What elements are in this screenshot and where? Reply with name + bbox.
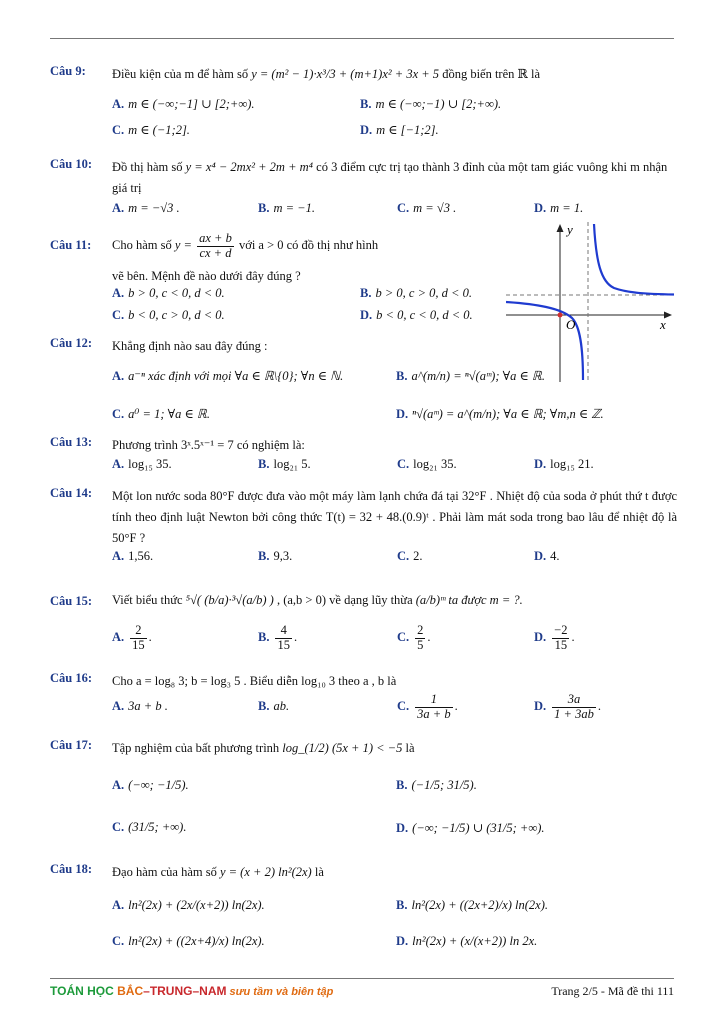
- option-d[interactable]: D. m = 1.: [534, 201, 584, 215]
- question-text: Cho a = log₈ 3; b = log₃ 5 . Biểu diễn log₁₀ 3 theo a , b là: [112, 674, 397, 688]
- hyperbola-right-branch: [594, 224, 674, 295]
- footer-brand: TOÁN HỌC BẮC–TRUNG–NAM sưu tầm và biên tập: [50, 984, 334, 998]
- option-d[interactable]: D. $\frac{-2}{15}$ .: [534, 623, 575, 652]
- option-a[interactable]: A. 3a + b .: [112, 699, 168, 713]
- option-c[interactable]: C. m ∈ (−1;2].: [112, 123, 190, 137]
- option-a[interactable]: A. $\frac{2}{15}$ .: [112, 623, 152, 652]
- option-b[interactable]: B. m ∈ (−∞;−1) ∪ [2;+∞).: [360, 97, 502, 111]
- origin-label: O: [566, 317, 576, 332]
- option-d[interactable]: D. b < 0, c < 0, d < 0.: [360, 308, 473, 322]
- question-text: Đạo hàm của hàm số y = (x + 2) ln²(2x) là: [112, 865, 324, 879]
- x-axis-label: x: [660, 317, 666, 332]
- option-a[interactable]: A. log₁₅ 35.: [112, 457, 172, 471]
- option-d[interactable]: D. $\frac{3a}{1 + 3ab}$ .: [534, 692, 601, 721]
- formula: y = (x + 2) ln²(2x): [219, 865, 312, 879]
- option-a[interactable]: A. b > 0, c < 0, d < 0.: [112, 286, 225, 300]
- option-c[interactable]: C. b < 0, c > 0, d < 0.: [112, 308, 225, 322]
- question-number: Câu 17:: [50, 738, 93, 752]
- question-number: Câu 18:: [50, 862, 93, 876]
- option-c[interactable]: C. 2.: [397, 549, 423, 563]
- option-d[interactable]: D. (−∞; −1/5) ∪ (31/5; +∞).: [396, 821, 545, 835]
- option-b[interactable]: B. $\frac{4}{15}$ .: [258, 623, 298, 652]
- option-c[interactable]: C. log₂₁ 35.: [397, 457, 457, 471]
- question-number: Câu 9:: [50, 64, 86, 78]
- option-d[interactable]: D. 4.: [534, 549, 560, 563]
- option-c[interactable]: C. m = √3 .: [397, 201, 457, 215]
- question-number: Câu 15:: [50, 594, 93, 608]
- y-axis-arrow: [557, 224, 564, 232]
- question-text: Viết biểu thức ⁵√( (b/a)·³√(a/b) ) , (a,b > 0) về dạng lũy thừa (a/b)ᵐ ta được m = ?.: [112, 593, 523, 607]
- question-number: Câu 12:: [50, 336, 93, 350]
- question-text: Cho hàm số y = $\frac{ax + b}{cx + d}$ với a > 0 có đồ thị như hình: [112, 231, 379, 260]
- option-b[interactable]: B. b > 0, c > 0, d < 0.: [360, 286, 472, 300]
- question-text: Một lon nước soda 80°F được đưa vào một máy làm lạnh chứa đá tại 32°F . Nhiệt độ của soda ở phút thứ t được tính theo định luật Newton bởi công thức T(t) = 32 + 48.(0.9)ᵗ . Phải làm mát soda trong bao lâu để nhiệt độ là 50°F ?: [112, 489, 677, 545]
- option-b[interactable]: B. 9,3.: [258, 549, 293, 563]
- question-text: Tập nghiệm của bất phương trình log_(1/2) (5x + 1) < −5 là: [112, 741, 415, 755]
- question-text: Điều kiện của m để hàm số y = (m² − 1)·x³/3 + (m+1)x² + 3x + 5 đồng biến trên ℝ là: [112, 67, 541, 81]
- radical-expression: ⁵√( (b/a)·³√(a/b) ): [185, 593, 274, 607]
- question-text: Đồ thị hàm số y = x⁴ − 2mx² + 2m + m⁴ có 3 điểm cực trị tạo thành 3 đỉnh của một tam giác vuông khi m nhận giá trị: [112, 160, 668, 195]
- option-d[interactable]: D. m ∈ [−1;2].: [360, 123, 439, 137]
- option-b[interactable]: B. ln²(2x) + ((2x+2)/x) ln(2x).: [396, 898, 548, 912]
- hyperbola-graph: [506, 222, 676, 382]
- option-a[interactable]: A. a⁻ⁿ xác định với mọi ∀a ∈ ℝ\{0}; ∀n ∈ ℕ.: [112, 369, 344, 383]
- option-c[interactable]: C. $\frac{1}{3a + b}$ .: [397, 692, 458, 721]
- option-d[interactable]: D. log₁₅ 21.: [534, 457, 594, 471]
- option-a[interactable]: A. m ∈ (−∞;−1] ∪ [2;+∞).: [112, 97, 255, 111]
- option-d[interactable]: D. ⁿ√(aᵐ) = a^(m/n); ∀a ∈ ℝ; ∀m,n ∈ ℤ.: [396, 407, 604, 421]
- formula: y = x⁴ − 2mx² + 2m + m⁴: [185, 160, 314, 174]
- question-number: Câu 13:: [50, 435, 93, 449]
- question-number: Câu 11:: [50, 238, 92, 252]
- option-b[interactable]: B. m = −1.: [258, 201, 315, 215]
- option-b[interactable]: B. ab.: [258, 699, 290, 713]
- footer-page-number: Trang 2/5 - Mã đề thi 111: [551, 984, 674, 998]
- option-a[interactable]: A. (−∞; −1/5).: [112, 778, 189, 792]
- origin-point: [558, 313, 563, 318]
- option-b[interactable]: B. a^(m/n) = ⁿ√(aᵐ); ∀a ∈ ℝ.: [396, 369, 545, 383]
- top-rule: [50, 38, 674, 39]
- option-a[interactable]: A. ln²(2x) + (2x/(x+2)) ln(2x).: [112, 898, 265, 912]
- formula: log_(1/2) (5x + 1) < −5: [282, 741, 403, 755]
- option-a[interactable]: A. m = −√3 .: [112, 201, 180, 215]
- option-a[interactable]: A. 1,56.: [112, 549, 154, 563]
- bottom-rule: [50, 978, 674, 979]
- option-d[interactable]: D. ln²(2x) + (x/(x+2)) ln 2x.: [396, 934, 538, 948]
- option-c[interactable]: C. a⁰ = 1; ∀a ∈ ℝ.: [112, 407, 210, 421]
- option-c[interactable]: C. ln²(2x) + ((2x+4)/x) ln(2x).: [112, 934, 265, 948]
- y-axis-label: y: [567, 222, 573, 237]
- question-number: Câu 14:: [50, 486, 93, 500]
- formula: y = (m² − 1)·x³/3 + (m+1)x² + 3x + 5: [251, 67, 440, 81]
- fraction: $\frac{ax + b}{cx + d}$: [199, 231, 232, 260]
- question-text: Khẳng định nào sau đây đúng :: [112, 339, 268, 353]
- option-c[interactable]: C. $\frac{2}{5}$ .: [397, 623, 431, 652]
- question-text: Phương trình 3ˣ.5ˣ⁻¹ = 7 có nghiệm là:: [112, 438, 305, 452]
- question-text-cont: vẽ bên. Mệnh đề nào dưới đây đúng ?: [112, 269, 301, 283]
- option-c[interactable]: C. (31/5; +∞).: [112, 820, 187, 834]
- option-b[interactable]: B. log₂₁ 5.: [258, 457, 311, 471]
- question-number: Câu 10:: [50, 157, 93, 171]
- question-number: Câu 16:: [50, 671, 93, 685]
- power-expression: (a/b)ᵐ: [415, 593, 446, 607]
- option-b[interactable]: B. (−1/5; 31/5).: [396, 778, 477, 792]
